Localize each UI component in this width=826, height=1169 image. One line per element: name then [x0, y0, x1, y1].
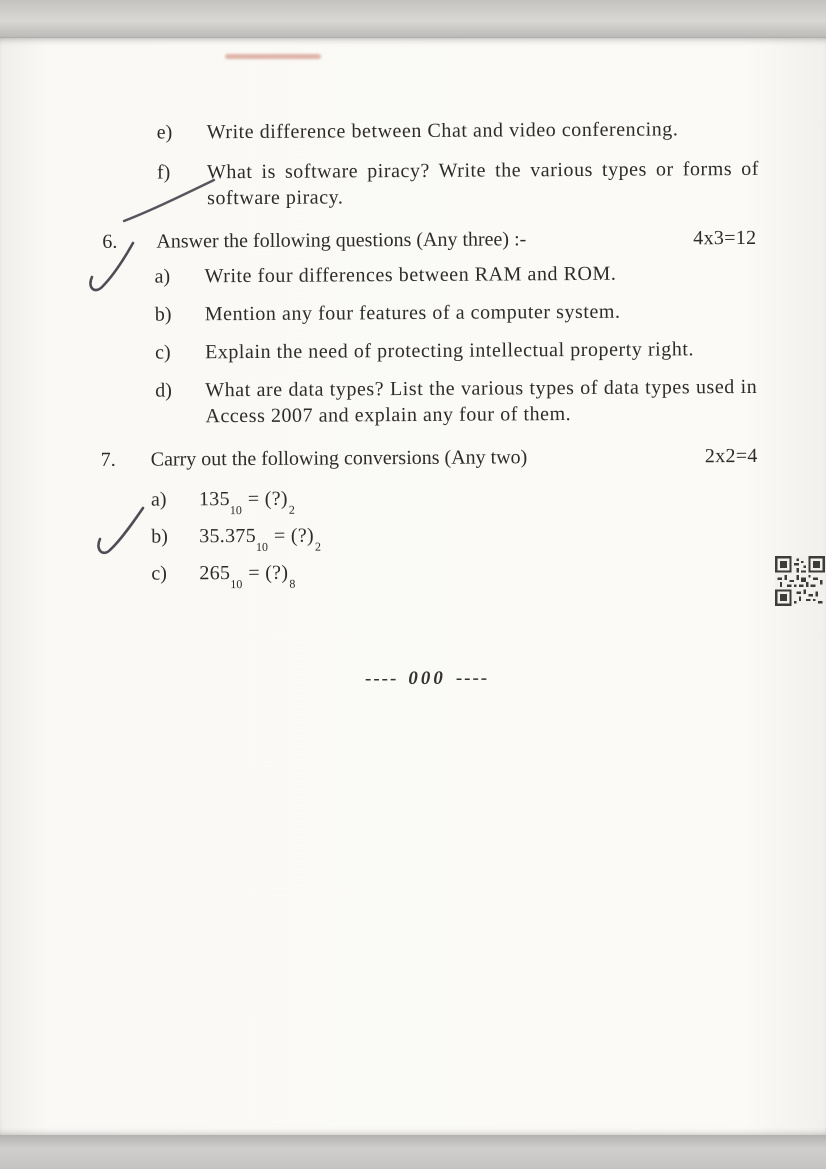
question-7-prompt: Carry out the following conversions (Any two) — [150, 446, 528, 471]
part-label: c) — [154, 341, 171, 364]
part-label: d) — [155, 379, 173, 402]
part-label: a) — [150, 488, 167, 511]
question-6-heading — [102, 224, 756, 256]
end-of-paper-marker: ---- 000 ---- — [364, 667, 490, 690]
part-label: b) — [151, 525, 168, 548]
question-label-e: e) — [156, 121, 173, 144]
q7-conversion-b — [151, 518, 826, 554]
part-label: b) — [154, 303, 172, 326]
question-e — [157, 115, 825, 145]
question-f — [157, 155, 825, 211]
conversion-expression: $135_{10}=$ $(?)_2$ — [198, 487, 295, 518]
q6-part-c — [155, 335, 826, 365]
question-text-f: What is software piracy? Write the various types or forms of software piracy. — [206, 157, 759, 210]
question-label-f: f) — [156, 161, 171, 184]
question-6-number: 6. — [102, 230, 118, 253]
question-7-marks: 2x2=4 — [704, 444, 758, 468]
part-label: a) — [154, 265, 171, 288]
q6-part-d — [155, 373, 826, 429]
q6-part-a — [154, 259, 825, 289]
q7-conversion-c — [151, 555, 826, 592]
question-6-prompt: Answer the following questions (Any three) :- — [156, 228, 527, 253]
part-label: c) — [151, 562, 167, 585]
part-text: Explain the need of protecting intellectual property right. — [204, 338, 695, 364]
question-7-heading — [101, 442, 758, 474]
q7-conversion-a — [150, 481, 826, 518]
conversion-expression: $265_{10}=$ $(?)_8$ — [199, 561, 296, 592]
conversion-expression: $35.375_{10}=$ $(?)_2$ — [199, 524, 322, 554]
question-text-e: Write difference between Chat and video conferencing. — [206, 118, 679, 144]
part-text: Write four differences between RAM and ROM. — [204, 262, 617, 288]
scan-edge-bottom — [0, 1135, 826, 1169]
q6-part-b — [155, 297, 826, 327]
question-6-marks: 4x3=12 — [693, 226, 757, 250]
qr-code — [774, 556, 826, 606]
part-text: Mention any four features of a computer system. — [204, 300, 621, 326]
question-7-number: 7. — [100, 448, 116, 471]
part-text: What are data types? List the various types of data types used in Access 2007 and explain any four of them. — [205, 375, 758, 428]
